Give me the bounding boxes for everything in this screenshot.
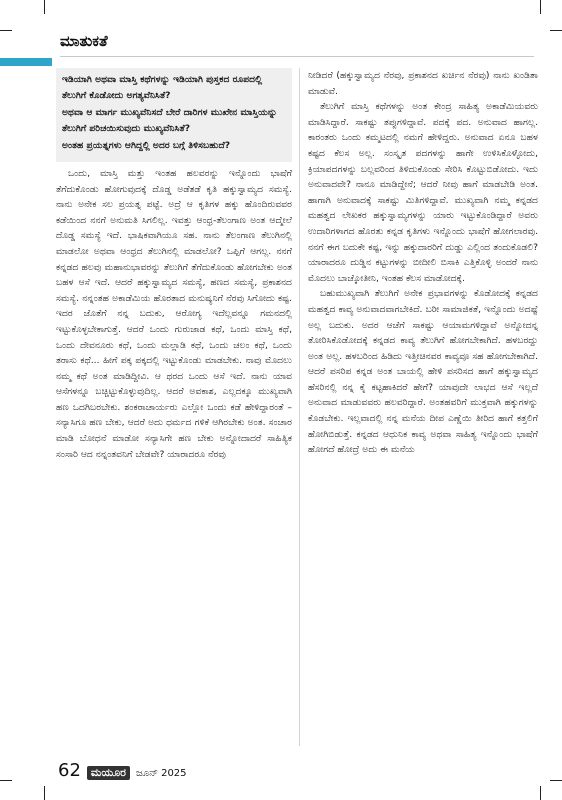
answer-paragraph-continued: ನೀಡಿದರೆ (ಹಕ್ಕುಸ್ವಾಮ್ಯದ ನೆರವು, ಪ್ರಕಾಶನದ ಖರ್ಚಿನ ನೆರವು) ನಾನು ಖಂಡಿತಾ ಮಾಡುವೆ.	[308, 70, 538, 97]
title-rule	[60, 56, 534, 57]
answer-paragraph: ತೆಲುಗಿಗೆ ಮಾಸ್ತಿ ಕಥೆಗಳನ್ನು ಅಂತ ಕೇಂದ್ರ ಸಾಹಿತ್ಯ ಅಕಾಡೆಮಿಯವರು ಮಾಡಿಸಿದ್ದಾರೆ. ಸಾಕಷ್ಟು ತಪ್ಪುಗಳಿದ್ದಾವೆ. ಪದಕ್ಕೆ ಪದ. ಅನುವಾದ ಹಾಗಲ್ಲ. ಕಾರಂತರು ಒಂದು ಕಮ್ಮಟದಲ್ಲಿ ನಮಗೆ ಹೇಳಿದ್ದರು. ಅನುವಾದ ಏನೂ ಬಹಳ ಕಷ್ಟದ ಕೆಲಸ ಅಲ್ಲ. ಸಂಸ್ಕೃತ ಪದಗಳನ್ನು ಹಾಗೇ ಉಳಿಸಿಕೊಳ್ಳೋದು, ಕ್ರಿಯಾಪದಗಳನ್ನು ಬಲ್ಲವರಿಂದ ತಿಳಿದುಕೊಂಡು ಸೇರಿಸಿ ಕೊಟ್ಟುಬಿಡೋದು. ಇದು ಅನುವಾದವೇ? ನಾನೂ ಮಾಡಿದ್ದೇನೆ; ಆದರೆ ನೀವು ಹಾಗೆ ಮಾಡಬೇಡಿ ಅಂತ. ಹಾಗಾಗಿ ಅನುವಾದಕ್ಕೆ ಸಾಕಷ್ಟು ಮಿತಿಗಳಿದ್ದಾವೆ. ಮುಖ್ಯವಾಗಿ ನಮ್ಮ ಕನ್ನಡದ ಮಹತ್ವದ ಲೇಖಕರ ಹಕ್ಕುಸ್ವಾಮ್ಯಗಳನ್ನು ಯಾರು ಇಟ್ಟುಕೊಂಡಿದ್ದಾರೆ ಅವರು ಉದಾರಿಗಳಾಗದ ಹೊರತು ಕನ್ನಡ ಕೃತಿಗಳು ಇನ್ನೊಂದು ಭಾಷೆಗೆ ಹೋಗಲಾರವು. ನನಗೆ ಈಗ ಬದುಕೇ ಕಷ್ಟ, ಇನ್ನು ಹಕ್ಕುದಾರರಿಗೆ ದುಡ್ಡು ಎಲ್ಲಿಂದ ತಂದುಕೊಡಲಿ? ಯಾರಾದರೂ ದುಡ್ಡಿನ ಕಟ್ಟುಗಳನ್ನು ಬೀದೀಲಿ ಬಿಸಾಕಿ ಎತ್ತಿಕೊಳ್ಳಿ ಅಂದರೆ ನಾನು ಮೊದಲು ಬಾಚ್ಕೋತೀನಿ, ಇಂತಹ ಕೆಲಸ ಮಾಡೋದಕ್ಕೆ.	[308, 101, 538, 284]
magazine-logo: ಮಯೂರ	[87, 766, 130, 780]
crop-mark	[540, 786, 541, 800]
answer-paragraph: ಬಹುಮುಖ್ಯವಾಗಿ ತೆಲುಗಿಗೆ ಅನೇಕ ಪ್ರಭಾವಗಳನ್ನು ಕೊಡೋದಕ್ಕೆ ಕನ್ನಡದ ಮಹತ್ವದ ಕಾವ್ಯ ಅನುವಾದವಾಗಬೇಕಿದೆ. ಬರೀ ಸಾಮಾಜಿಕತೆ, ಇನ್ನೊಂದು ಅದಷ್ಟೆ ಅಲ್ಲ ಬದುಕು. ಅದರ ಆಚೆಗೆ ಸಾಕಷ್ಟು ಆಯಾಮಗಳಿದ್ದಾವೆ ಅನ್ನೋದನ್ನ ತೋರಿಸಿಕೊಡೋದಕ್ಕೆ ಕನ್ನಡದ ಕಾವ್ಯ ತೆಲುಗಿಗೆ ಹೋಗಬೇಕಾಗಿದೆ. ಹಳಬರದ್ದು ಅಂತ ಅಲ್ಲ. ಹಳಬರಿಂದ ಹಿಡಿದು ಇತ್ತೀಚಿನವರ ಕಾವ್ಯವೂ ಸಹ ಹೋಗಬೇಕಾಗಿದೆ. ಆದರೆ ಪಸರಿಪ ಕನ್ನಡ ಅಂತ ಬಾಯಲ್ಲಿ ಹೇಳಿ ಪಸರಿಸದ ಹಾಗೆ ಹಕ್ಕುಸ್ವಾಮ್ಯದ ಹೆಸರಿನಲ್ಲಿ ನನ್ನ ಕೈ ಕಟ್ಟಹಾಕಿದರೆ ಹೇಗೆ? ಯಾವುದೇ ಲಾಭದ ಆಸೆ ಇಲ್ಲದೆ ಅನುವಾದ ಮಾಡುವವರು ಹಲವರಿದ್ದಾರೆ. ಅಂತಹವರಿಗೆ ಮುಕ್ತವಾಗಿ ಹಕ್ಕುಗಳನ್ನು ಕೊಡಬೇಕು. ಇಲ್ಲವಾದಲ್ಲಿ ನನ್ನ ಮನೆಯ ದೀಪ ಎಣ್ಣೆಯಿ ತೀರಿದ ಹಾಗೆ ಕತ್ತಲಿಗೆ ಹೋಗಿಬಿಡುತ್ತೆ. ಕನ್ನಡದ ಆಧುನಿಕ ಕಾವ್ಯ ಅಥವಾ ಸಾಹಿತ್ಯ ಇನ್ನೊಂದು ಭಾಷೆಗೆ ಹೋಗದೆ ಹೋದ್ರೆ ಅದು ಈ ಮನೆಯ	[308, 288, 538, 456]
crop-mark	[44, 786, 45, 800]
question-2: ಅಥವಾ ಆ ಮಾರ್ಗ ಮುಖ್ಯವೆನಿಸದೆ ಬೇರೆ ದಾರಿಗಳ ಮುಖೇನ ಮಾಸ್ತಿಯನ್ನು ತೆಲುಗಿಗೆ ಪರಿಚಯಿಸುವುದು ಮುಖ್ಯವೆನಿಸಿತೆ?	[62, 107, 278, 134]
column-divider	[299, 68, 300, 746]
answer-paragraph: ಒಂದು, ಮಾಸ್ತಿ ಮತ್ತು ಇಂತಹ ಹಲವರನ್ನು ಇನ್ನೊಂದು ಭಾಷೆಗೆ ತೆಗೆದುಕೊಂಡು ಹೋಗುವುದಕ್ಕೆ ದೊಡ್ಡ ಅಡೆತಡೆ ಕೃತಿ ಹಕ್ಕುಸ್ವಾಮ್ಯದ ಸಮಸ್ಯೆ. ನಾನು ಅನೇಕ ಸಲ ಪ್ರಯತ್ನ ಪಟ್ಟೆ. ಅದ್ರೆ ಆ ಕೃತಿಗಳ ಹಕ್ಕು ಹೊಂದಿರುವವರ ಕಡೆಯಿಂದ ನನಗೆ ಅನುಮತಿ ಸಿಗಲಿಲ್ಲ. ಇವತ್ತು ಆಂಧ್ರ-ತೆಲಂಗಾಣ ಅಂತ ಆದ್ಮೇಲೆ ದೊಡ್ಡ ಸಮಸ್ಯೆ ಇದೆ. ಭಾಷಿಕವಾಗಿಯೂ ಸಹ. ನಾನು ತೆಲಂಗಾಣ ತೆಲುಗಿನಲ್ಲಿ ಮಾಡಲೋ ಅಥವಾ ಆಂಧ್ರದ ತೆಲುಗಿನಲ್ಲಿ ಮಾಡಲೋ? ಒಪ್ಪಿಗೆ ಆಗಲ್ಲ. ನನಗೆ ಕನ್ನಡದ ಹಲವು ಮಹಾನುಭಾವರನ್ನು ತೆಲುಗಿಗೆ ತೆಗೆದುಕೊಂಡು ಹೋಗಬೇಕು ಅಂತ ಬಹಳ ಆಸೆ ಇದೆ. ಆದರೆ ಹಕ್ಕುಸ್ವಾಮ್ಯದ ಸಮಸ್ಯೆ, ಹಣದ ಸಮಸ್ಯೆ, ಪ್ರಕಾಶನದ ಸಮಸ್ಯೆ. ನನ್ನಂತಹ ಅಕಾಡೆಮಿಯ ಹೊರತಾದ ಮನುಷ್ಯನಿಗೆ ನೆರವು ಸಿಗೋದು ಕಷ್ಟ. ಇದರ ಜೊತೆಗೆ ನನ್ನ ಬದುಕು, ಆರೋಗ್ಯ ಇದೆಲ್ಲವನ್ನೂ ಗಮನದಲ್ಲಿ ಇಟ್ಟುಕೊಳ್ಳಬೇಕಾಗುತ್ತೆ. ಆದರೆ ಒಂದು ಗುರುಜಾಡ ಕಥೆ, ಒಂದು ಮಾಸ್ತಿ ಕಥೆ, ಒಂದು ದೇವನೂರು ಕಥೆ, ಒಂದು ಮಲ್ಲಾಡಿ ಕಥೆ, ಒಂದು ಚಲಂ ಕಥೆ, ಒಂದು ತರಾಸು ಕಥೆ... ಹೀಗೆ ಪಕ್ಕ ಪಕ್ಕದಲ್ಲಿ ಇಟ್ಟುಕೊಂಡು ಮಾಡಬೇಕು. ನಾವು ಮೊದಲು ನಮ್ಮ ಕಥೆ ಅಂತ ಮಾಡಿದ್ದೀವಿ. ಆ ಥರದ ಒಂದು ಆಸೆ ಇದೆ. ನಾನು ಯಾವ ಆಸೆಗಳನ್ನೂ ಬಚ್ಚಿಟ್ಟುಕೊಳ್ಳುವುದಿಲ್ಲ. ಆದರೆ ಅವಕಾಶ, ಎಲ್ಲದಕ್ಕೂ ಮುಖ್ಯವಾಗಿ ಹಣ ಒದಗಿಬರಬೇಕು. ಶಂಕರಾಚಾರ್ಯರು ಎಲ್ಲೋ ಒಂದು ಕಡೆ ಹೇಳಿದ್ದಾರಂತೆ – ಸನ್ಯಾಸಿಗೂ ಹಣ ಬೇಕು, ಆದರೆ ಅದು ಧರ್ಮದ ಗಳಿಕೆ ಆಗಿರಬೇಕು ಅಂತ. ಸಂಚಾರ ಮಾಡಿ ಬೋಧನೆ ಮಾಡೋ ಸನ್ಯಾಸಿಗೇ ಹಣ ಬೇಕು ಅನ್ನೋದಾದರೆ ಸಾಹಿತ್ಯಿಕ ಸಂಸಾರಿ ಆದ ನನ್ನಂತವನಿಗೆ ಬೇಡವೇ? ಯಾರಾದರೂ ನೆರವು	[56, 167, 292, 460]
issue-date: ಜೂನ್ 2025	[136, 768, 187, 779]
crop-mark	[0, 30, 12, 31]
crop-mark	[540, 0, 541, 14]
question-1: ಇಡಿಯಾಗಿ ಅಥವಾ ಮಾಸ್ತಿ ಕಥೆಗಳನ್ನು ಇಡಿಯಾಗಿ ಪುಸ್ತಕದ ರೂಪದಲ್ಲಿ ತೆಲುಗಿಗೆ ಕೊಡೋದು ಅಗತ್ಯವೆನಿಸಿತೆ?	[62, 74, 263, 101]
crop-mark	[0, 780, 12, 781]
page-footer	[58, 760, 187, 781]
question-3: ಅಂತಹ ಪ್ರಯತ್ನಗಳು ಆಗಿದ್ದಲ್ಲಿ ಅದರ ಬಗ್ಗೆ ತಿಳಿಸಬಹುದೆ?	[62, 140, 231, 152]
right-column	[308, 68, 538, 746]
left-column	[56, 68, 292, 746]
accent-bar	[0, 58, 52, 66]
page-number: 62	[58, 760, 81, 781]
crop-mark	[550, 780, 562, 781]
section-title: ಮಾತುಕತೆ	[60, 32, 108, 50]
crop-mark	[44, 0, 45, 14]
question-box	[56, 68, 292, 162]
crop-mark	[550, 30, 562, 31]
